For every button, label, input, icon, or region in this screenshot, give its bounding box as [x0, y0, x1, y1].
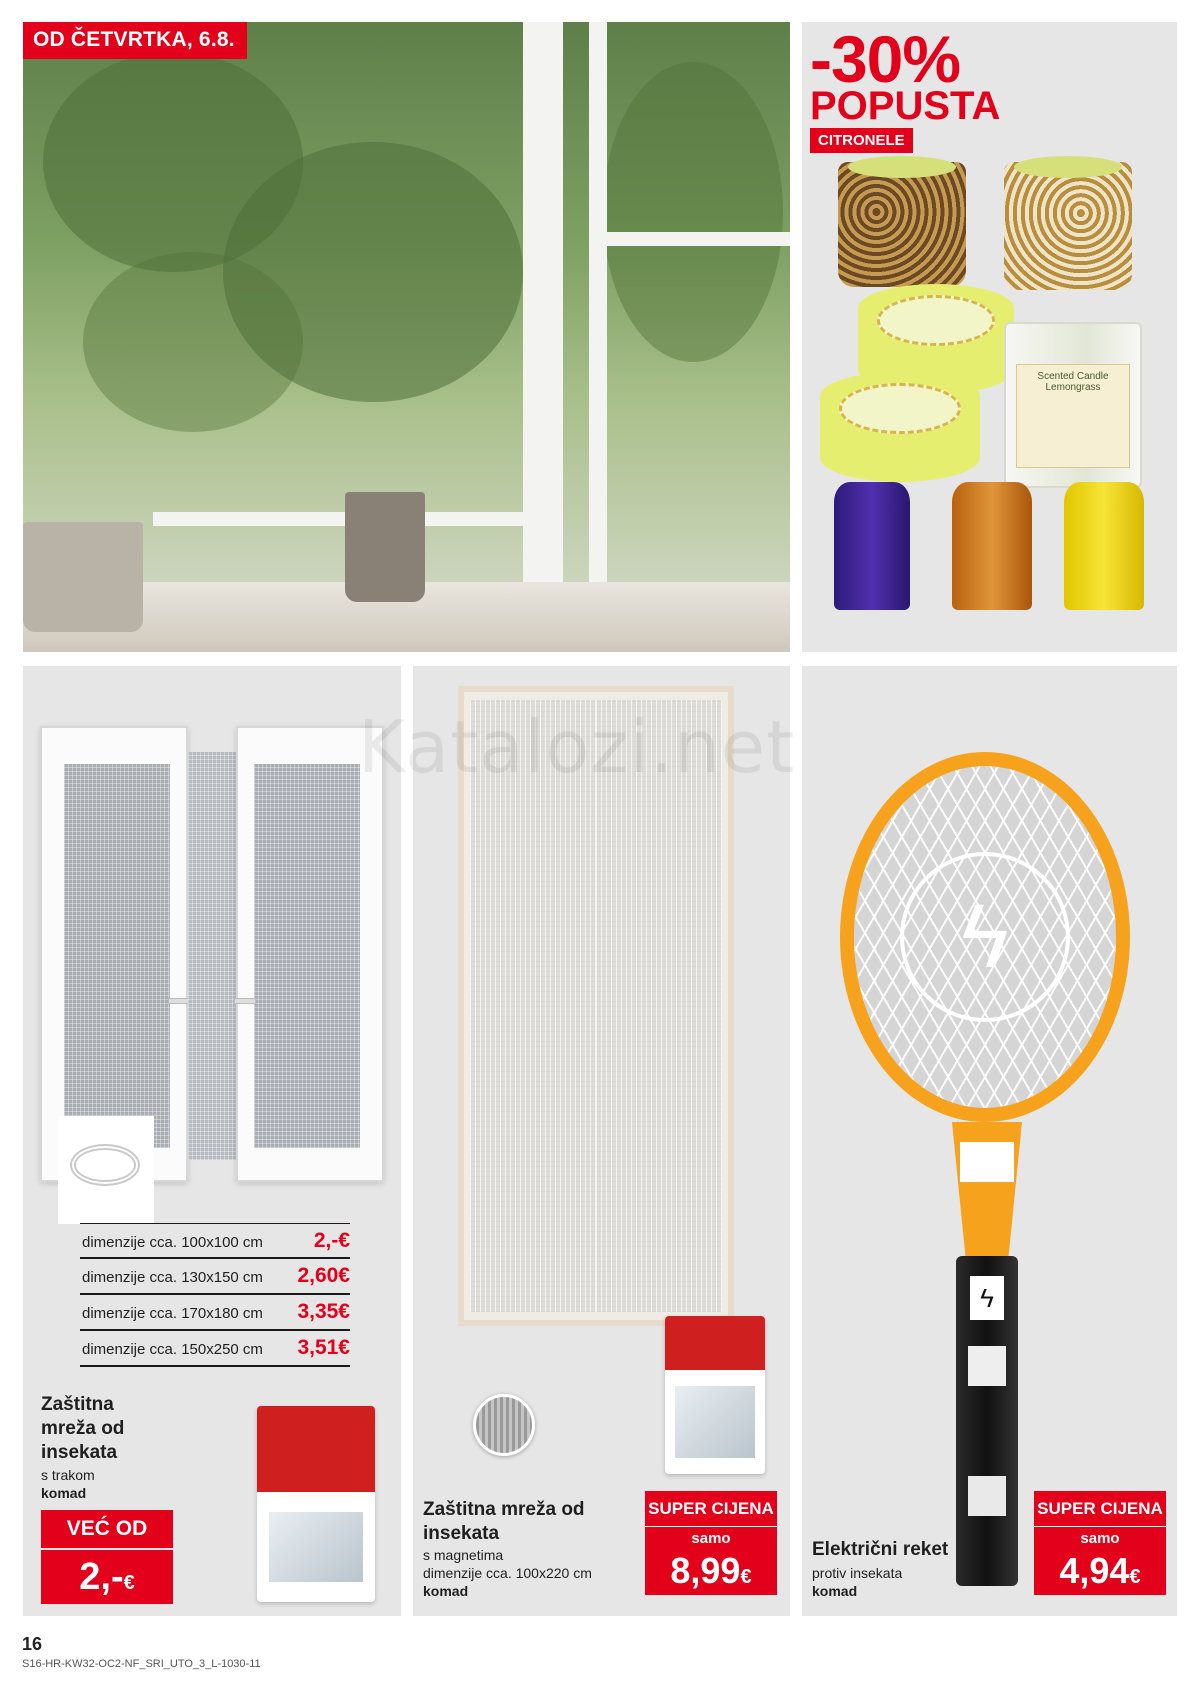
window-screen-image: [40, 726, 384, 1182]
product-unit: komad: [423, 1583, 469, 1599]
samo-label: samo: [645, 1527, 777, 1551]
product-name: [41, 1393, 124, 1465]
price-value: 2,-: [79, 1556, 124, 1598]
product-description: [423, 1546, 592, 1600]
product-box-image: [257, 1406, 375, 1602]
size-label: dimenzije cca. 100x100 cm: [82, 1234, 263, 1251]
product-name-line: insekata: [423, 1523, 500, 1544]
product-desc-line: dimenzije cca. 100x220 cm: [423, 1565, 592, 1581]
discount-percent: -30%: [810, 22, 961, 96]
lightning-icon: ϟ: [961, 886, 1009, 987]
product-description: [41, 1466, 95, 1502]
super-price-box: [645, 1491, 777, 1595]
samo-label: samo: [1034, 1527, 1166, 1551]
product-name-line: mreža od: [41, 1418, 125, 1439]
super-price-label: SUPER CIJENA: [1034, 1491, 1166, 1527]
racket-head-image: [840, 752, 1130, 1122]
size-price-table: [80, 1223, 350, 1367]
size-price: 2,-€: [313, 1229, 350, 1252]
candles-promo: [802, 22, 1177, 652]
size-row: [80, 1259, 350, 1295]
product-name-line: Zaštitna: [41, 1394, 114, 1415]
price-box: [41, 1550, 173, 1604]
price-currency: €: [1129, 1566, 1141, 1588]
candle-jar-dark: [838, 162, 966, 287]
size-row: [80, 1223, 350, 1259]
candle-glass-lemongrass: [1004, 322, 1142, 488]
price-badge: VEĆ OD: [41, 1510, 173, 1548]
lightning-icon: ϟ: [970, 1276, 1004, 1320]
glass-candle-label: Scented Candle Lemongrass: [1016, 364, 1130, 468]
size-label: dimenzije cca. 150x250 cm: [82, 1341, 263, 1358]
product-name: [812, 1538, 948, 1562]
product-magnetic-screen: [413, 666, 790, 1616]
super-price-label: SUPER CIJENA: [645, 1491, 777, 1527]
price-value: 4,94: [1059, 1550, 1130, 1591]
price-value: 8,99: [670, 1550, 741, 1591]
product-desc-line: s trakom: [41, 1467, 95, 1483]
size-price: 2,60€: [297, 1264, 350, 1287]
mesh-swatch: [473, 1394, 535, 1456]
size-price: 3,51€: [297, 1336, 350, 1359]
catalog-code: S16-HR-KW32-OC2-NF_SRI_UTO_3_L-1030-11: [22, 1658, 261, 1670]
price-box: [645, 1551, 777, 1595]
votive-yellow: [1064, 482, 1144, 610]
size-label: dimenzije cca. 130x150 cm: [82, 1269, 263, 1286]
candle-jar-gold: [1004, 162, 1132, 290]
product-unit: komad: [41, 1485, 87, 1501]
size-price: 3,35€: [297, 1300, 350, 1323]
super-price-box: [1034, 1491, 1166, 1595]
racket-label: [960, 1142, 1014, 1182]
product-unit: komad: [812, 1583, 858, 1599]
product-window-screen: [23, 666, 401, 1616]
racket-handle: [956, 1256, 1018, 1586]
product-desc-line: protiv insekata: [812, 1565, 903, 1581]
size-row: [80, 1295, 350, 1331]
price-currency: €: [740, 1566, 752, 1588]
category-tag: CITRONELE: [810, 128, 913, 153]
product-description: [812, 1564, 902, 1600]
candle-tin-front: [820, 372, 980, 482]
votive-purple: [834, 482, 910, 610]
hero-window-photo: [23, 22, 790, 652]
product-name-line: Zaštitna mreža od: [423, 1499, 585, 1520]
watermark: Katalozi.net: [358, 705, 796, 789]
product-desc-line: s magnetima: [423, 1547, 504, 1563]
size-label: dimenzije cca. 170x180 cm: [82, 1305, 263, 1322]
product-box-image: [665, 1316, 765, 1474]
discount-word: POPUSTA: [810, 84, 1001, 128]
product-name-line: insekata: [41, 1442, 118, 1463]
price-box: [1034, 1551, 1166, 1595]
product-name: [423, 1498, 585, 1546]
page-number: 16: [22, 1634, 43, 1654]
tape-inset: [58, 1116, 154, 1224]
size-row: [80, 1331, 350, 1367]
price-currency: €: [123, 1572, 135, 1594]
date-tag: OD ČETVRTKA, 6.8.: [23, 22, 247, 59]
votive-orange: [952, 482, 1032, 610]
product-electric-racket: [802, 666, 1177, 1616]
product-name-line: Električni reket: [812, 1539, 949, 1560]
